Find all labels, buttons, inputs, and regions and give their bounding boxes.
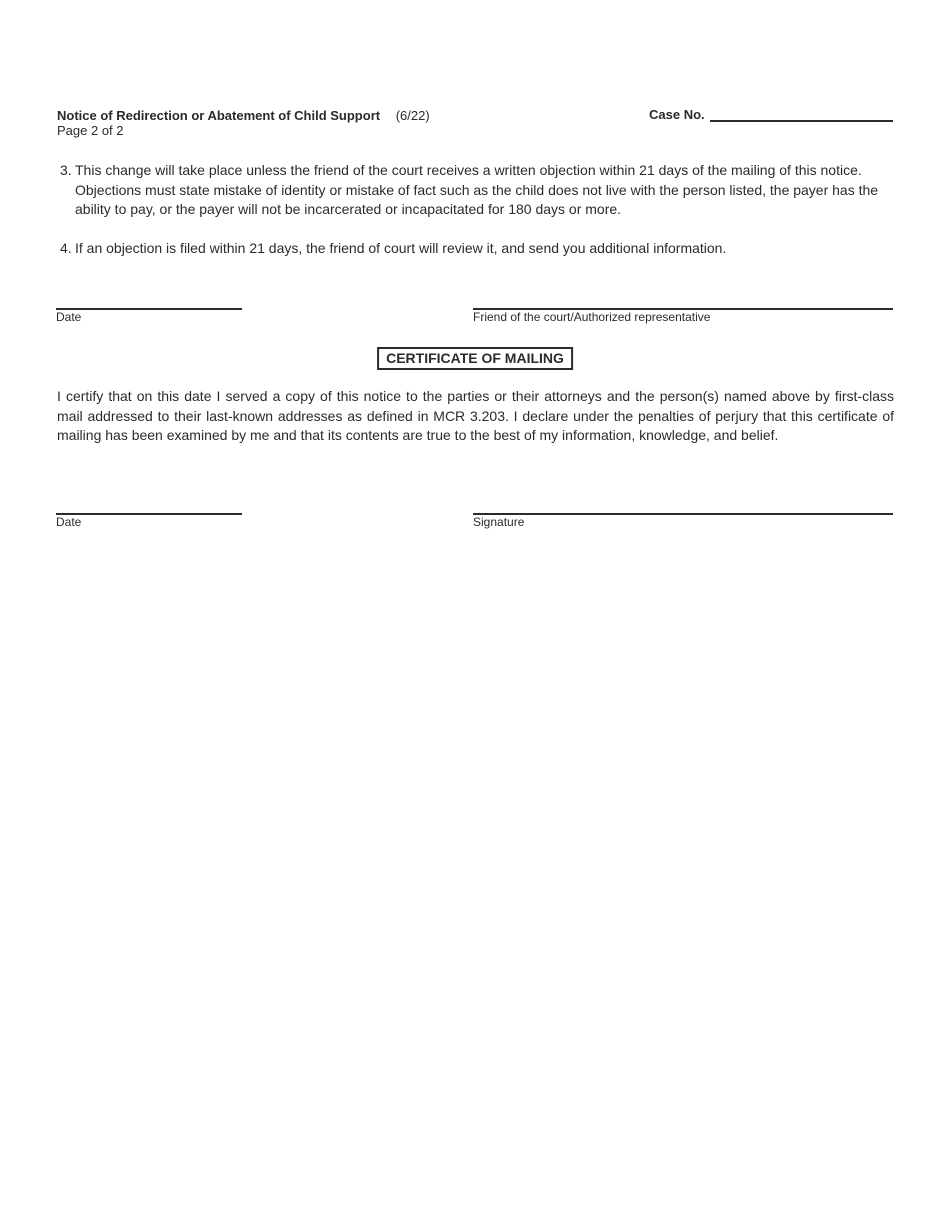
certificate-of-mailing-body: I certify that on this date I served a copy of this notice to the parties or their attorneys and the person(s) named above by first-class mail addressed to their last-known addresses as defined in MCR 3.203. I declare under the penalties of perjury that this certificate of mailing has been examined by me and that its contents are true to the best of my information, knowledge, and belief. [57, 388, 894, 443]
case-number-label: Case No. [649, 107, 705, 122]
instruction-item-4 [60, 239, 893, 259]
case-number-field[interactable] [710, 109, 893, 122]
item-3-number: 3. [60, 162, 72, 178]
certificate-of-mailing-title: CERTIFICATE OF MAILING [377, 347, 573, 370]
item-3-text: This change will take place unless the friend of the court receives a written objection within 21 days of the mailing of this notice. Objections must state mistake of identity or mistake of fact such as the child does not live with the person listed, the payer has the ability to pay, or the payer will not be incarcerated or incapacitated for 180 days or more. [75, 162, 879, 217]
friend-of-court-signature-field[interactable] [473, 308, 893, 324]
form-title: Notice of Redirection or Abatement of Child Support [57, 108, 381, 123]
item-4-text: If an objection is filed within 21 days, the friend of court will review it, and send you additional information. [75, 240, 727, 256]
form-header [57, 108, 430, 138]
date-field-2[interactable] [56, 513, 242, 529]
signature-field-label: Signature [473, 515, 525, 529]
page-number-label: Page 2 of 2 [57, 123, 124, 138]
form-title-row [57, 108, 430, 123]
date-field-1[interactable] [56, 308, 242, 324]
form-revision-date: (6/22) [395, 108, 430, 123]
item-4-number: 4. [60, 240, 72, 256]
date-field-2-label: Date [56, 515, 82, 529]
instruction-item-3 [60, 161, 893, 220]
date-field-1-label: Date [56, 310, 82, 324]
friend-of-court-signature-label: Friend of the court/Authorized representative [473, 310, 711, 324]
signature-field[interactable] [473, 513, 893, 529]
case-number-block [649, 107, 893, 122]
